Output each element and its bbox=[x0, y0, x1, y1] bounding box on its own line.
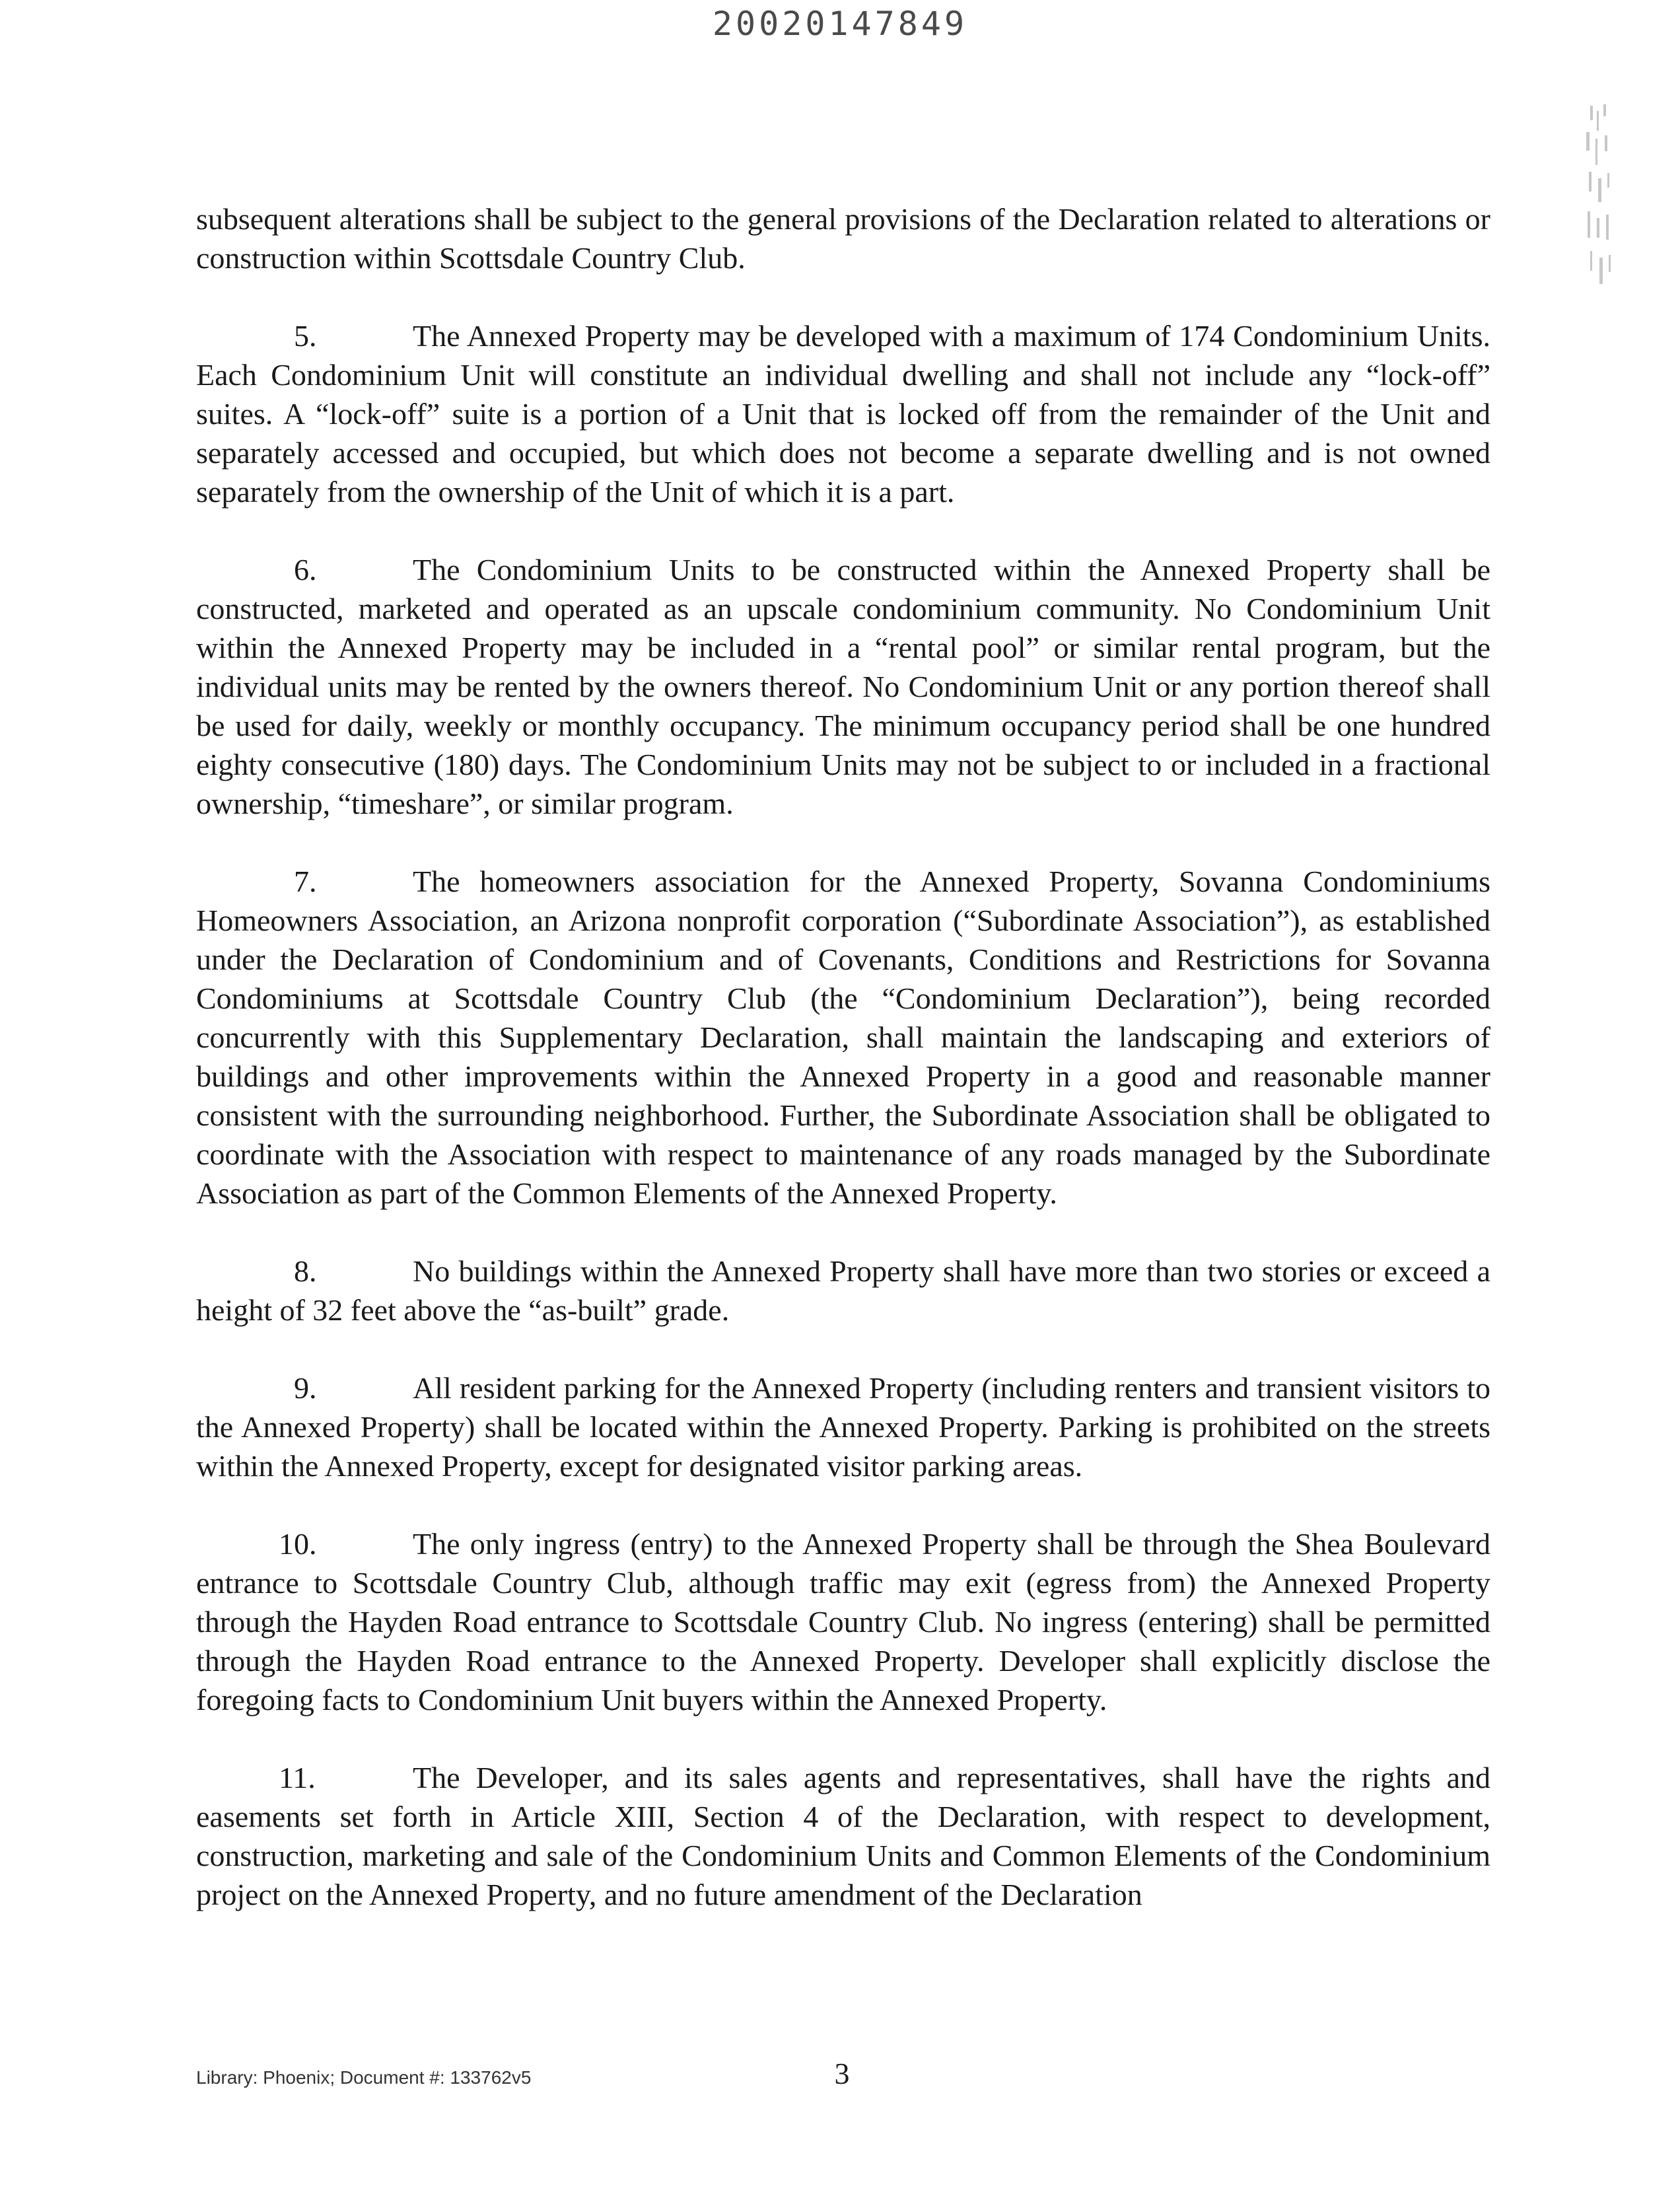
paragraph-number: 6. bbox=[294, 553, 317, 586]
paragraph-text: The only ingress (entry) to the Annexed Property shall be through the Shea Boulevard entrance to Scottsdale Country Club, although traffic may exit (egress from) the Annexed Property through the Hayden Road entrance to Scottsdale Country Club. No ingress (entering) shall be permitted through the Hayden Road entrance to the Annexed Property. Developer shall explicitly disclose the foregoing facts to Condominium Unit buyers within the Annexed Property. bbox=[196, 1527, 1490, 1717]
paragraph-number: 8. bbox=[294, 1254, 317, 1288]
page-number: 3 bbox=[834, 2057, 850, 2090]
paragraph-6 bbox=[196, 550, 1490, 823]
paragraph-number: 7. bbox=[294, 865, 317, 898]
paragraph-text: The Condominium Units to be constructed within the Annexed Property shall be constructed, marketed and operated as an upscale condominium community. No Condominium Unit within the Annexed Property may be included in a “rental pool” or similar rental program, but the individual units may be rented by the owners thereof. No Condominium Unit or any portion thereof shall be used for daily, weekly or monthly occupancy. The minimum occupancy period shall be one hundred eighty consecutive (180) days. The Condominium Units may not be subject to or included in a fractional ownership, “timeshare”, or similar program. bbox=[196, 553, 1490, 820]
paragraph-8 bbox=[196, 1252, 1490, 1329]
paragraph-text: No buildings within the Annexed Property shall have more than two stories or exceed a height of 32 feet above the “as-built” grade. bbox=[196, 1254, 1490, 1327]
paragraph-number: 11. bbox=[279, 1761, 316, 1794]
recording-number: 20020147849 bbox=[712, 5, 968, 43]
paragraph-text: The Annexed Property may be developed with a maximum of 174 Condominium Units. Each Condominium Unit will constitute an individual dwelling and shall not include any “lock-off” suites. A “lock-off” suite is a portion of a Unit that is locked off from the remainder of the Unit and separately accessed and occupied, but which does not become a separate dwelling and is not owned separately from the ownership of the Unit of which it is a part. bbox=[196, 319, 1490, 509]
paragraph-text: All resident parking for the Annexed Property (including renters and transient visitors to the Annexed Property) shall be located within the Annexed Property. Parking is prohibited on the streets within the Annexed Property, except for designated visitor parking areas. bbox=[196, 1371, 1490, 1483]
paragraph-number: 10. bbox=[279, 1527, 317, 1561]
paragraph-text: The homeowners association for the Annexed Property, Sovanna Condominiums Homeowners Association, an Arizona nonprofit corporation (“Subordinate Association”), as established under the Declaration of Condominium and of Covenants, Conditions and Restrictions for Sovanna Condominiums at Scottsdale Country Club (the “Condominium Declaration”), being recorded concurrently with this Supplementary Declaration, shall maintain the landscaping and exteriors of buildings and other improvements within the Annexed Property in a good and reasonable manner consistent with the surrounding neighborhood. Further, the Subordinate Association shall be obligated to coordinate with the Association with respect to maintenance of any roads managed by the Subordinate Association as part of the Common Elements of the Annexed Property. bbox=[196, 865, 1490, 1210]
margin-stamp-mark bbox=[1577, 99, 1623, 297]
paragraph-11 bbox=[196, 1758, 1490, 1914]
paragraph-10 bbox=[196, 1524, 1490, 1719]
document-body bbox=[196, 199, 1490, 1953]
footer-library-reference: Library: Phoenix; Document #: 133762v5 bbox=[196, 2067, 532, 2088]
paragraph-number: 5. bbox=[294, 319, 317, 353]
paragraph-7 bbox=[196, 862, 1490, 1213]
paragraph-5 bbox=[196, 316, 1490, 511]
paragraph-number: 9. bbox=[294, 1371, 317, 1405]
paragraph-9 bbox=[196, 1368, 1490, 1485]
paragraph-continuation: subsequent alterations shall be subject to the general provisions of the Declaration related to alterations or construction within Scottsdale Country Club. bbox=[196, 202, 1490, 275]
paragraph-text: The Developer, and its sales agents and representatives, shall have the rights and easements set forth in Article XIII, Section 4 of the Declaration, with respect to development, construction, marketing and sale of the Condominium Units and Common Elements of the Condominium project on the Annexed Property, and no future amendment of the Declaration bbox=[196, 1761, 1490, 1911]
